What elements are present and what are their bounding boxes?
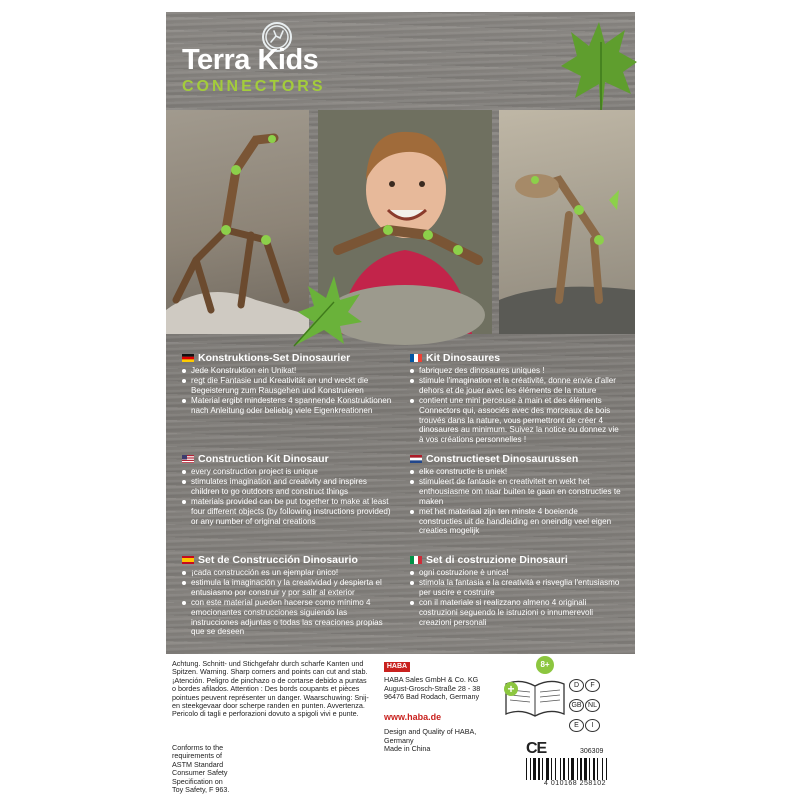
list-item: stimuleert de fantasie en creativiteit en wekt het enthousiasme om naar buiten te gaan en constructies te maken — [410, 477, 622, 507]
brand-subtitle: CONNECTORS — [182, 78, 326, 95]
language-codes — [569, 674, 613, 734]
wood-board-background — [166, 12, 635, 654]
section-fr — [410, 352, 622, 445]
design-origin — [384, 728, 504, 754]
footer-panel — [166, 654, 635, 795]
section-title-fr — [410, 352, 622, 364]
barcode-number: 4 010168 258102 — [544, 780, 606, 787]
article-number: 306309 — [580, 748, 604, 755]
age-badge: 8+ — [536, 656, 554, 674]
section-list-fr — [410, 366, 622, 445]
section-list-de — [182, 366, 394, 416]
product-card — [166, 12, 635, 795]
barcode — [524, 758, 626, 780]
language-code: GB — [569, 699, 584, 712]
section-list-us — [182, 467, 394, 526]
list-item: estimula la imaginación y la creatividad y despierta el entusiasmo por construir y por salir al exterior — [182, 578, 394, 598]
list-item: ¡cada construcción es un ejemplar único! — [182, 568, 394, 578]
haba-logo: HABA — [384, 662, 410, 672]
germany-flag-icon — [182, 354, 194, 362]
list-item: elke constructie is uniek! — [410, 467, 622, 477]
list-item: con este material pueden hacerse como mínimo 4 emocionantes construcciones siguiendo las instrucciones adjuntas o todas las creaciones propias que se deseen — [182, 598, 394, 638]
language-code: F — [585, 679, 600, 692]
brand-name — [182, 44, 318, 77]
plus-icon: + — [504, 682, 518, 696]
list-item: fabriquez des dinosaures uniques ! — [410, 366, 622, 376]
section-title-it — [410, 554, 622, 566]
section-title-text: Construction Kit Dinosaur — [198, 453, 329, 465]
list-item: con il materiale si realizzano almeno 4 originali costruzioni seguendo le istruzioni o innumerevoli creazioni personali — [410, 598, 622, 628]
list-item: Jede Konstruktion ein Unikat! — [182, 366, 394, 376]
company-line: August-Grosch-Straße 28 - 38 — [384, 683, 481, 693]
safety-warning: Achtung. Schnitt- und Stichgefahr durch scharfe Kanten und Spitzen. Warning. Sharp corners and points can cut and stab. ¡Atención. Peligro de pinchazo o de cortarse debido a puntas o bordes afilados. Attention : Des bords coupants et pièces pointues peuvent représenter un danger. Waarschuwing: Snij- en steekgevaar door scherpe randen en punten. Avvertenza. Pericolo di tagli e perforazioni dovuto a spigoli vivi e punte. — [172, 659, 369, 719]
list-item: contient une mini perceuse à main et des éléments Connectors qui, associés avec des morceaux de bois trouvés dans la nature, vous permettront de créer 4 dinosaures au minimum. Suivez la notice ou donnez vie à vos créations personnelles ! — [410, 396, 622, 446]
language-code: I — [585, 719, 600, 732]
list-item: met het materiaal zijn ten minste 4 boeiende constructies uit de handleiding en oneindig veel eigen creaties mogelijk — [410, 507, 622, 537]
brand-kids: Kids — [257, 44, 319, 76]
section-title-text: Set de Construcción Dinosaurio — [198, 554, 358, 566]
section-title-text: Constructieset Dinosaurussen — [426, 453, 579, 465]
section-list-it — [410, 568, 622, 627]
section-title-nl — [410, 453, 622, 465]
photo-wooden-dino-right — [499, 110, 635, 334]
spain-flag-icon — [182, 556, 194, 564]
brand-terra: Terra — [182, 44, 250, 76]
section-us — [182, 453, 394, 526]
france-flag-icon — [410, 354, 422, 362]
italy-flag-icon — [410, 556, 422, 564]
list-item: regt die Fantasie und Kreativität an und weckt die Begeisterung zum Rausgehen und Konstruieren — [182, 376, 394, 396]
website-link: www.haba.de — [384, 712, 442, 722]
company-line: HABA Sales GmbH & Co. KG — [384, 675, 479, 684]
dino-illustration-right — [499, 110, 635, 334]
section-nl — [410, 453, 622, 536]
ce-mark: CE — [526, 740, 547, 757]
maple-leaf-icon — [561, 22, 637, 122]
list-item: materials provided can be put together to make at least four different objects (by following instructions provided) or any number of original creations — [182, 497, 394, 527]
maple-leaf-small-icon — [284, 272, 364, 352]
section-list-es — [182, 568, 394, 637]
language-code: D — [569, 679, 584, 692]
list-item: Material ergibt mindestens 4 spannende Konstruktionen nach Anleitung oder beliebig viele Eigenkreationen — [182, 396, 394, 416]
list-item: ogni costruzione è unica! — [410, 568, 622, 578]
section-title-us — [182, 453, 394, 465]
company-line: 96476 Bad Rodach, Germany — [384, 692, 480, 702]
section-title-de — [182, 352, 394, 364]
list-item: stimule l'imagination et la créativité, donne envie d'aller dehors et de jouer avec les éléments de la nature — [410, 376, 622, 396]
company-address — [384, 676, 504, 702]
design-line: Design and Quality of HABA, Germany — [384, 727, 477, 745]
section-de — [182, 352, 394, 416]
design-line: Made in China — [384, 744, 431, 754]
section-title-text: Konstruktions-Set Dinosaurier — [198, 352, 351, 364]
section-title-text: Set di costruzione Dinosauri — [426, 554, 568, 566]
section-list-nl — [410, 467, 622, 536]
language-code: E — [569, 719, 584, 732]
astm-conformity: Conforms to the requirements of ASTM Standard Consumer Safety Specification on Toy Safety, F 963. — [172, 743, 230, 795]
section-it — [410, 554, 622, 627]
section-title-text: Kit Dinosaures — [426, 352, 501, 364]
section-es — [182, 554, 394, 637]
list-item: stimulates imagination and creativity and inspires children to go outdoors and construct things — [182, 477, 394, 497]
list-item: every construction project is unique — [182, 467, 394, 477]
language-code: NL — [585, 699, 600, 712]
list-item: stimola la fantasia e la creatività e risveglia l'entusiasmo per uscire e costruire — [410, 578, 622, 598]
netherlands-flag-icon — [410, 455, 422, 463]
section-title-es — [182, 554, 394, 566]
usa-flag-icon — [182, 455, 194, 463]
